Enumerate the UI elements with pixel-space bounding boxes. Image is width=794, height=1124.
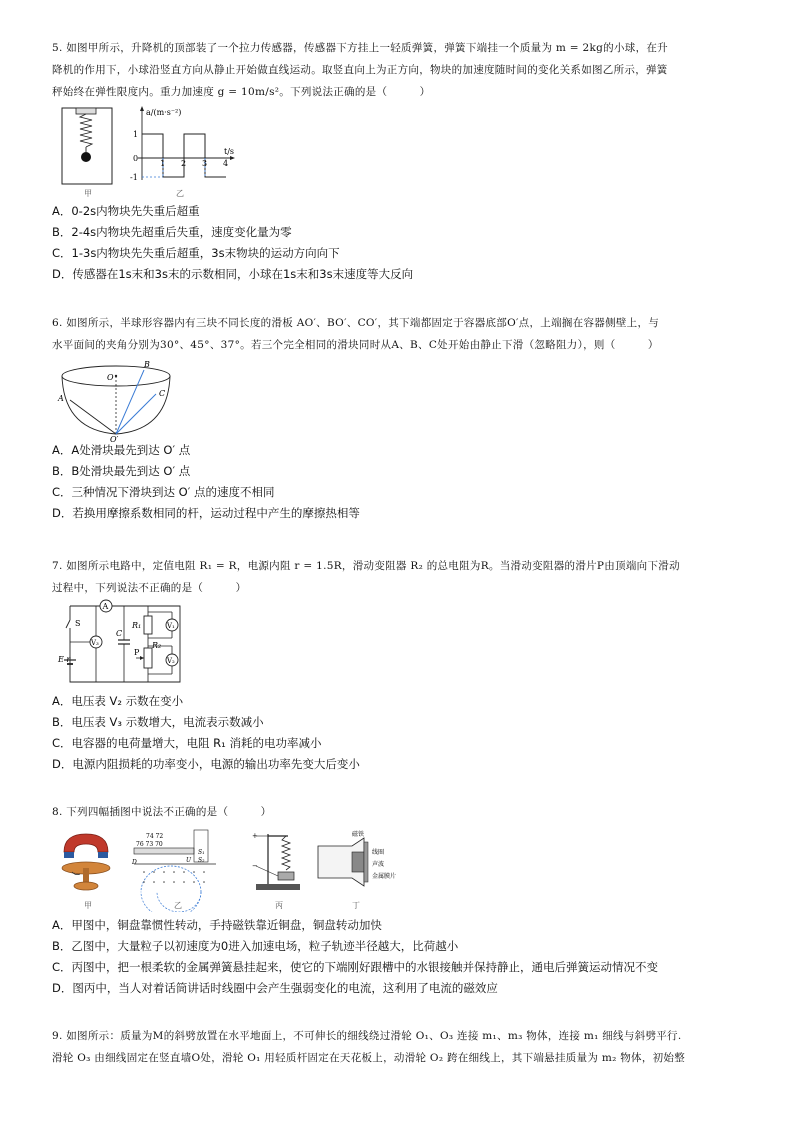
- q7-r1: R₁: [132, 621, 142, 630]
- q5-xtick1: 1: [160, 159, 166, 168]
- q8-fig-ding: [318, 830, 396, 910]
- q6-label-a: A: [58, 394, 64, 403]
- q8-label-d: D: [132, 859, 137, 866]
- q7-v1: V₁: [167, 622, 175, 630]
- q9-stem-line2: 滑轮 O₃ 由细线固定在竖直墙O处，滑轮 O₁ 用轻质杆固定在天花板上，动滑轮 O₂ 跨在细线上，其下端悬挂质量为 m₂ 物体，初始整: [52, 1052, 686, 1064]
- q6-option-d[interactable]: D．若换用摩擦系数相同的杆，运动过程中产生的摩擦热相等: [52, 506, 360, 520]
- q8-option-b[interactable]: B．乙图中，大量粒子以初速度为0进入加速电场，粒子轨迹半径越大，比荷越小: [52, 939, 459, 953]
- q6-diagram: [56, 358, 176, 442]
- ball: [81, 152, 91, 162]
- q5-xtick2: 2: [181, 159, 187, 168]
- q5-xtick3: 3: [202, 159, 208, 168]
- question-9: [52, 1025, 744, 1069]
- question-5: [52, 37, 744, 103]
- q8-label-u: U: [186, 857, 192, 864]
- q7-option-a[interactable]: A．电压表 V₂ 示数在变小: [52, 694, 184, 708]
- q7-capacitor: C: [116, 629, 123, 638]
- q5-graph-line: [142, 134, 229, 177]
- q8-label-magnet: 磁铁: [352, 831, 365, 838]
- q6-label-op: O′: [110, 435, 119, 442]
- q7-options: [52, 691, 744, 775]
- q8-option-c[interactable]: C．丙图中，把一根柔软的金属弹簧悬挂起来，使它的下端刚好跟槽中的水银接触并保持静止，通电后弹簧运动情况不变: [52, 960, 659, 974]
- q6-label-b: B: [144, 360, 150, 369]
- q5-options: [52, 201, 744, 285]
- svg-text:−: −: [252, 862, 258, 870]
- q5-option-b[interactable]: B．2-4s内物块先超重后失重，速度变化量为零: [52, 225, 292, 239]
- svg-text:+: +: [252, 832, 258, 840]
- q7-switch: S: [75, 619, 81, 628]
- q6-option-b[interactable]: B．B处滑块最先到达 O′ 点: [52, 464, 191, 478]
- q7-slider: P: [134, 648, 140, 657]
- q5-caption-left: 甲: [84, 189, 92, 198]
- q8-options: [52, 915, 744, 999]
- q5-option-d[interactable]: D．传感器在1s末和3s末的示数相同，小球在1s末和3s末速度等大反向: [52, 267, 414, 281]
- q5-caption-right: 乙: [176, 189, 184, 198]
- q5-xlabel: t/s: [224, 147, 235, 156]
- q8-fig-jia: [62, 834, 110, 910]
- q7-stem-line2: 过程中，下列说法不正确的是（ ）: [52, 582, 247, 594]
- q8-fig-yi: [131, 830, 216, 912]
- q5-stem-line1: 5. 如图甲所示，升降机的顶部装了一个拉力传感器，传感器下方挂上一轻质弹簧，弹簧下端挂一个质量为 m = 2kg的小球，在升: [52, 42, 668, 54]
- q7-stem-line1: 7. 如图所示电路中，定值电阻 R₁ = R，电源内阻 r = 1.5R，滑动变阻器 R₂ 的总电阻为R。当滑动变阻器的滑片P由顶端向下滑动: [52, 560, 680, 572]
- q5-stem-line2: 降机的作用下，小球沿竖直方向从静止开始做直线运动。取竖直向上为正方向，物块的加速度随时间的变化关系如图乙所示，弹簧: [52, 64, 668, 76]
- q5-ytick-zero: 0: [133, 154, 139, 163]
- q8-nums-bottom: 76 73 70: [136, 841, 163, 848]
- q5-option-a[interactable]: A．0-2s内物块先失重后超重: [52, 204, 200, 218]
- q6-stem-line2: 水平面间的夹角分别为30°、45°、37°。若三个完全相同的滑块同时从A、B、C处开始由静止下滑（忽略阻力），则（ ）: [52, 339, 659, 351]
- q8-caption-yi: 乙: [174, 901, 182, 910]
- question-6: [52, 312, 744, 356]
- board-co: [116, 394, 156, 434]
- q8-illustrations: [56, 828, 406, 912]
- q8-figure: [56, 828, 406, 916]
- q7-option-d[interactable]: D．电源内阻损耗的功率变小，电源的输出功率先变大后变小: [52, 757, 360, 771]
- spring: [80, 114, 92, 147]
- q6-label-c: C: [159, 389, 166, 398]
- q8-label-film: 金属膜片: [372, 873, 397, 880]
- q8-label-coil: 线圈: [372, 849, 385, 856]
- q8-label-sound: 声波: [372, 861, 385, 868]
- q8-stem: 8. 下列四幅插图中说法不正确的是（ ）: [52, 806, 272, 818]
- q8-nums-top: 74 72: [146, 833, 164, 840]
- q6-label-o: O: [107, 373, 114, 382]
- q7-r2: R₂: [152, 641, 162, 650]
- q5-stem-line3: 秤始终在弹性限度内。重力加速度 g = 10m/s²。下列说法正确的是（ ）: [52, 86, 431, 98]
- q7-option-b[interactable]: B．电压表 V₃ 示数增大，电流表示数减小: [52, 715, 264, 729]
- q6-figure: [56, 358, 176, 446]
- q9-stem-line1: 9. 如图所示：质量为M的斜劈放置在水平地面上，不可伸长的细线绕过滑轮 O₁、O₃ 连接 m₁、m₃ 物体，连接 m₁ 细线与斜劈平行.: [52, 1030, 682, 1042]
- q6-stem-line1: 6. 如图所示，半球形容器内有三块不同长度的滑板 AO′、BO′、CO′，其下端都固定于容器底部O′点，上端搁在容器侧壁上，与: [52, 317, 660, 329]
- q8-caption-bing: 丙: [275, 901, 283, 910]
- q7-ammeter: A: [102, 602, 109, 611]
- q7-source: E r: [58, 655, 71, 664]
- q6-options: [52, 440, 744, 524]
- q7-circuit: [56, 598, 188, 688]
- question-7: [52, 555, 744, 599]
- question-8: [52, 801, 744, 823]
- q8-option-a[interactable]: A．甲图中，铜盘靠惯性转动，手持磁铁靠近铜盘，铜盘转动加快: [52, 918, 382, 932]
- q8-caption-ding: 丁: [352, 901, 360, 910]
- q5-option-c[interactable]: C．1-3s内物块先失重后超重，3s末物块的运动方向向下: [52, 246, 340, 260]
- q8-label-s2: S₂: [198, 857, 205, 864]
- q8-caption-jia: 甲: [84, 901, 92, 910]
- q5-ytick-neg: -1: [130, 173, 138, 182]
- q5-diagram: [56, 104, 246, 200]
- q8-label-s1: S₁: [198, 849, 205, 856]
- board-bo: [116, 370, 144, 434]
- q8-fig-bing: [252, 832, 300, 910]
- q7-v2: V₂: [167, 657, 175, 665]
- q8-option-d[interactable]: D．图丙中，当人对着话筒讲话时线圈中会产生强弱变化的电流，这利用了电流的磁效应: [52, 981, 498, 995]
- q5-xtick4: 4: [223, 159, 229, 168]
- sensor: [76, 108, 96, 114]
- q5-ylabel: a/(m·s⁻²): [146, 108, 182, 117]
- q6-option-c[interactable]: C．三种情况下滑块到达 O′ 点的速度不相同: [52, 485, 275, 499]
- q5-ytick-pos: 1: [133, 130, 139, 139]
- q7-option-c[interactable]: C．电容器的电荷量增大，电阻 R₁ 消耗的电功率减小: [52, 736, 322, 750]
- q5-figure: [56, 104, 246, 204]
- q7-v3: V₃: [91, 639, 99, 647]
- q6-option-a[interactable]: A．A处滑块最先到达 O′ 点: [52, 443, 191, 457]
- q7-figure: [56, 598, 188, 692]
